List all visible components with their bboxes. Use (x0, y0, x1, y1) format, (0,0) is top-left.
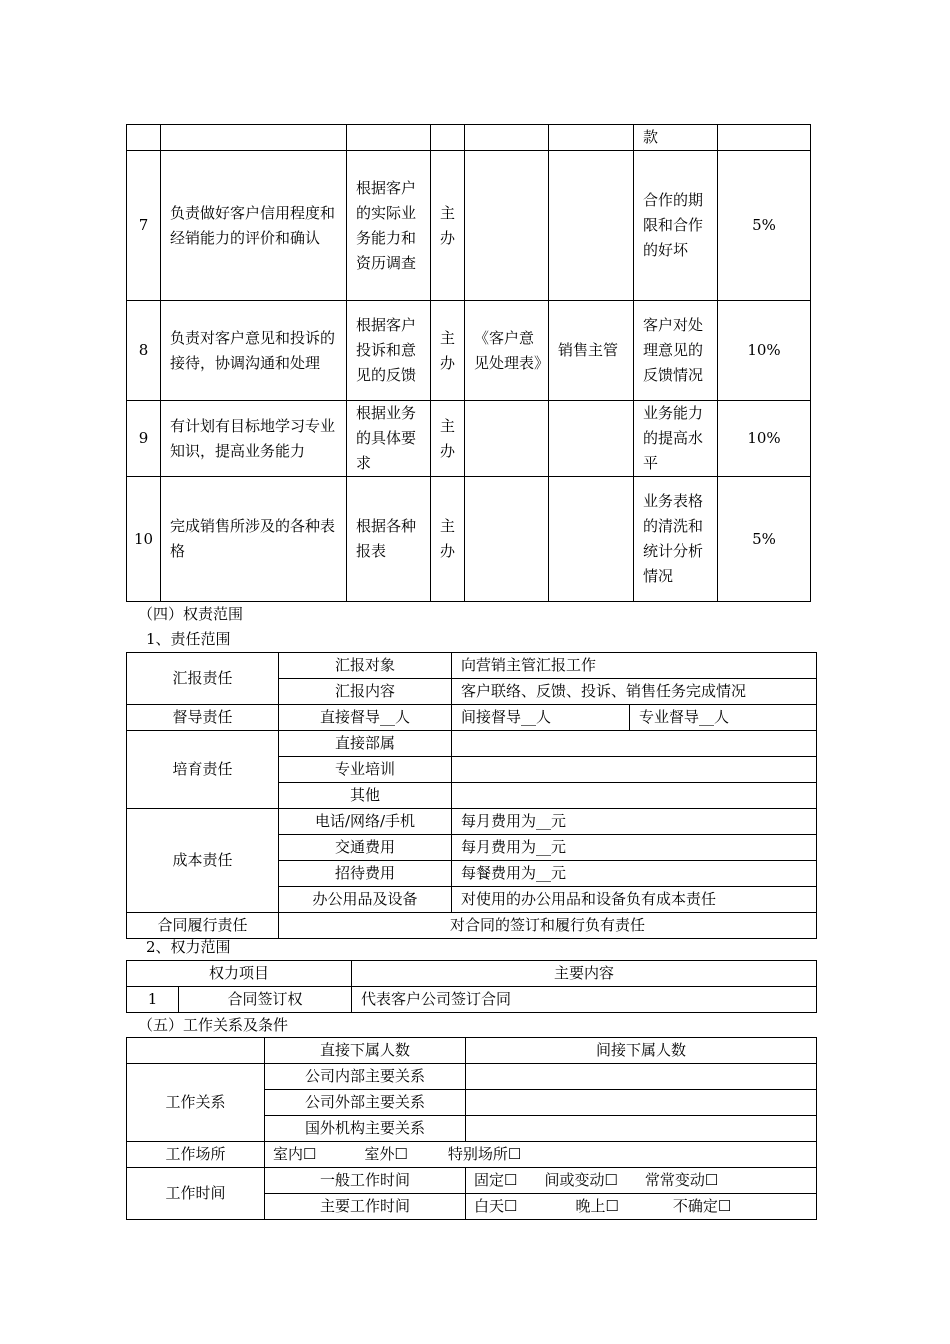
report-target-label: 汇报对象 (279, 653, 452, 679)
workplace-indoor-checkbox[interactable]: 室内☐ (273, 1145, 317, 1163)
cost-item-name: 招待费用 (279, 861, 452, 887)
criteria-cell: 业务能力的提高水平 (634, 401, 718, 477)
basis-cell: 根据业务的具体要求 (347, 401, 431, 477)
row-number: 7 (127, 151, 161, 301)
responsibility-table (126, 652, 817, 939)
cost-item-value: 每月费用为__元 (452, 835, 817, 861)
criteria-cell: 款 (634, 125, 718, 151)
cost-label: 成本责任 (127, 809, 279, 913)
worktime-row (127, 1168, 817, 1194)
duty-cell: 负责对客户意见和投诉的接待，协调沟通和处理 (161, 301, 347, 401)
relation-item: 公司内部主要关系 (265, 1064, 466, 1090)
supervise-direct: 直接督导__人 (279, 705, 452, 731)
contract-row (127, 913, 817, 939)
weight-cell: 5% (718, 151, 811, 301)
worktime-uncertain-checkbox[interactable]: 不确定☐ (672, 1197, 732, 1215)
duty-cell: 有计划有目标地学习专业知识，提高业务能力 (161, 401, 347, 477)
duty-cell: 完成销售所涉及的各种表格 (161, 477, 347, 602)
power-content: 代表客户公司签订合同 (352, 987, 817, 1013)
basis-cell: 根据客户的实际业务能力和资历调查 (347, 151, 431, 301)
weight-cell: 5% (718, 477, 811, 602)
workplace-outdoor-checkbox[interactable]: 室外☐ (364, 1145, 408, 1163)
output-cell (465, 151, 549, 301)
role-cell: 主办 (431, 151, 465, 301)
section5-title: （五）工作关系及条件 (138, 1016, 289, 1034)
report-content-label: 汇报内容 (279, 679, 452, 705)
duties-row (127, 477, 811, 602)
worktime-night-checkbox[interactable]: 晚上☐ (575, 1197, 619, 1215)
worktime-day-checkbox[interactable]: 白天☐ (474, 1197, 518, 1215)
section4-sub2: 2、权力范围 (146, 938, 231, 956)
cultivate-item: 直接部属 (279, 731, 452, 757)
partner-cell (549, 477, 634, 602)
duty-cell: 负责做好客户信用程度和经销能力的评价和确认 (161, 151, 347, 301)
power-item: 合同签订权 (179, 987, 352, 1013)
main-worktime-label: 主要工作时间 (265, 1194, 466, 1220)
contract-label: 合同履行责任 (127, 913, 279, 939)
role-cell: 主办 (431, 301, 465, 401)
contract-value: 对合同的签订和履行负有责任 (279, 913, 817, 939)
power-header-content: 主要内容 (352, 961, 817, 987)
criteria-cell: 业务表格的清洗和统计分析情况 (634, 477, 718, 602)
output-cell (465, 477, 549, 602)
power-row (127, 987, 817, 1013)
report-content-value: 客户联络、反馈、投诉、销售任务完成情况 (452, 679, 817, 705)
cost-row (127, 809, 817, 835)
relation-item: 公司外部主要关系 (265, 1090, 466, 1116)
work-relations-table (126, 1037, 817, 1220)
relations-label: 工作关系 (127, 1064, 265, 1142)
role-cell: 主办 (431, 477, 465, 602)
report-label: 汇报责任 (127, 653, 279, 705)
partner-cell (549, 151, 634, 301)
direct-subordinates-label: 直接下属人数 (265, 1038, 466, 1064)
partner-cell (549, 401, 634, 477)
worktime-occasional-checkbox[interactable]: 间或变动☐ (544, 1171, 618, 1189)
row-number: 9 (127, 401, 161, 477)
row-number: 10 (127, 477, 161, 602)
cost-item-value: 对使用的办公用品和设备负有成本责任 (452, 887, 817, 913)
supervise-indirect: 间接督导__人 (452, 705, 630, 731)
cultivate-label: 培育责任 (127, 731, 279, 809)
section4-title: （四）权责范围 (138, 605, 244, 623)
power-row-number: 1 (127, 987, 179, 1013)
cultivate-row (127, 731, 817, 757)
cultivate-item: 其他 (279, 783, 452, 809)
cost-item-name: 电话/网络/手机 (279, 809, 452, 835)
basis-cell: 根据客户投诉和意见的反馈 (347, 301, 431, 401)
duties-row (127, 401, 811, 477)
partner-cell: 销售主管 (549, 301, 634, 401)
general-worktime-label: 一般工作时间 (265, 1168, 466, 1194)
duties-row (127, 301, 811, 401)
weight-cell: 10% (718, 301, 811, 401)
duties-row-continued (127, 125, 811, 151)
worktime-frequent-checkbox[interactable]: 常常变动☐ (644, 1171, 719, 1189)
basis-cell: 根据各种报表 (347, 477, 431, 602)
cost-item-value: 每餐费用为__元 (452, 861, 817, 887)
duties-table (126, 124, 811, 602)
power-header-row (127, 961, 817, 987)
output-cell (465, 401, 549, 477)
output-cell: 《客户意见处理表》 (465, 301, 549, 401)
worktime-label: 工作时间 (127, 1168, 265, 1220)
row-number: 8 (127, 301, 161, 401)
supervise-label: 督导责任 (127, 705, 279, 731)
supervise-professional: 专业督导__人 (630, 705, 817, 731)
report-row (127, 653, 817, 679)
duties-row (127, 151, 811, 301)
weight-cell: 10% (718, 401, 811, 477)
role-cell: 主办 (431, 401, 465, 477)
relation-row (127, 1064, 817, 1090)
indirect-subordinates-label: 间接下属人数 (466, 1038, 817, 1064)
cultivate-item: 专业培训 (279, 757, 452, 783)
worktime-fixed-checkbox[interactable]: 固定☐ (474, 1171, 518, 1189)
criteria-cell: 客户对处理意见的反馈情况 (634, 301, 718, 401)
power-header-item: 权力项目 (127, 961, 352, 987)
power-table (126, 960, 817, 1013)
cost-item-name: 办公用品及设备 (279, 887, 452, 913)
section4-sub1: 1、责任范围 (146, 630, 231, 648)
report-target-value: 向营销主管汇报工作 (452, 653, 817, 679)
workplace-row (127, 1142, 817, 1168)
workplace-label: 工作场所 (127, 1142, 265, 1168)
criteria-cell: 合作的期限和合作的好坏 (634, 151, 718, 301)
cost-item-name: 交通费用 (279, 835, 452, 861)
relation-item: 国外机构主要关系 (265, 1116, 466, 1142)
cost-item-value: 每月费用为__元 (452, 809, 817, 835)
supervise-row (127, 705, 817, 731)
workplace-special-checkbox[interactable]: 特别场所☐ (447, 1145, 522, 1163)
subordinates-row (127, 1038, 817, 1064)
